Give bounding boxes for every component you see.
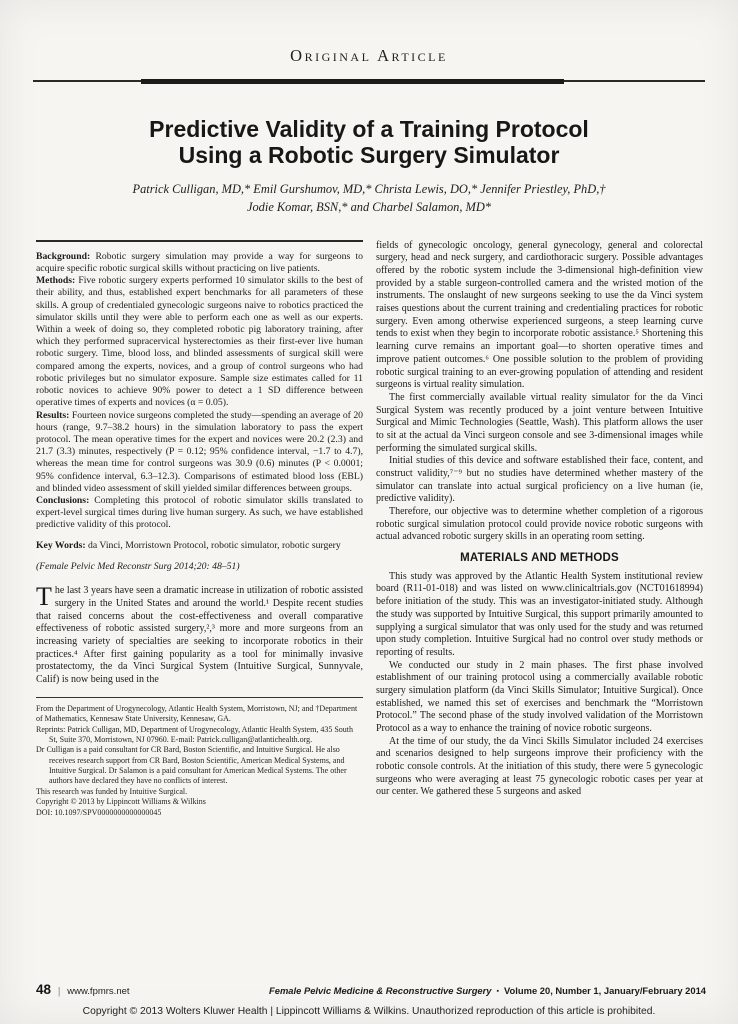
body-paragraph: Initial studies of this device and software established their face, content, and construct validity,⁷⁻⁹ but no studies have determined whether mastery of the simulator can translate into actual surgical proficiency on a live human (ie, predictive validity). xyxy=(376,455,703,505)
footer-journal-name: Female Pelvic Medicine & Reconstructive Surgery xyxy=(269,985,492,996)
author-list xyxy=(0,181,738,216)
abstract-methods-text: Five robotic surgery experts performed 10 simulator skills to the best of their ability, and thus, established expert benchmarks for all parameters of these skills. A group of credentialed gynecologic surgeons naive to robotics practiced the simulator skills until they were able to perform each one as well as our experts. Within a week of doing so, they completed robotic pig laboratory training, after which they performed supracervical hysterectomies as their first-ever live human robotic surgery. Time, blood loss, and blinded assessments of surgical skill were compared among the experts, novices, and a group of control surgeons who had robotic privileges but no simulator exposure. Sample size estimates called for 11 robotic novices to achieve 90% power to detect a 1 SD difference between operative times of experts and novices (α = 0.05). xyxy=(36,275,363,409)
author-list-line1: Patrick Culligan, MD,* Emil Gurshumov, MD,* Christa Lewis, DO,* Jennifer Priestley, PhD,† xyxy=(132,182,606,197)
drop-cap: T xyxy=(36,582,52,612)
abstract-conclusions-section xyxy=(36,495,363,532)
abstract-background-label: Background: xyxy=(36,250,91,262)
body-paragraph: We conducted our study in 2 main phases. The first phase involved establishment of our training protocol using a commercially available robotic surgery simulation platform (da Vinci Skills Simulator; Intuitive Surgical). Once established, we named this set of exercises and benchmark the “Morristown Protocol.” The second phase of the study involved validation of the Morristown Protocol as a way to enhance the training of novice robotic surgeons. xyxy=(376,659,703,734)
keywords-section xyxy=(36,540,363,552)
page-number: 48 xyxy=(36,982,52,997)
footer-bullet-icon: ▪ xyxy=(496,988,499,995)
journal-citation: (Female Pelvic Med Reconstr Surg 2014;20: 48–51) xyxy=(36,560,240,572)
abstract-conclusions-text: Completing this protocol of robotic simulator skills translated to expert-level surgical times during live human surgery. As such, we have established predictive validity of this protocol. xyxy=(36,495,364,531)
footnote-affiliations: From the Department of Urogynecology, Atlantic Health System, Morristown, NJ; and †Department of Mathematics, Kennesaw State University, Kennesaw, GA. xyxy=(36,703,358,724)
abstract-background-text: Robotic surgery simulation may provide a way for surgeons to acquire specific robotic surgical skills without practicing on live patients. xyxy=(36,250,364,274)
two-column-body xyxy=(36,240,703,972)
footer-website: www.fpmrs.net xyxy=(67,986,130,997)
abstract-results-section xyxy=(36,410,363,496)
footnote-disclosures: Dr Culligan is a paid consultant for CR Bard, Boston Scientific, and Intuitive Surgical. He also receives research support from CR Bard, Boston Scientific, American Medical Systems, and Intuitive Surgical. Dr Salamon is a paid consultant for American Medical Systems. The other authors have declared they have no conflicts of interest. xyxy=(36,745,347,786)
left-column xyxy=(36,240,363,972)
paper-title-line2: Using a Robotic Surgery Simulator xyxy=(178,142,560,169)
keywords-label: Key Words: xyxy=(36,539,86,551)
right-column xyxy=(376,240,703,972)
footnote-rule xyxy=(36,697,363,698)
footer-left xyxy=(36,982,130,997)
abstract-results-text: Fourteen novice surgeons completed the study—spending an average of 20 hours (range, 9.7–38.2 hours) in the simulation laboratory to pass the expert protocol. The mean operative times for the expert and novices were 20.2 (2.3) and 21.7 (3.3) minutes, respectively (P = 0.12; 95% confidence interval, −1.7 to 4.7), whereas the mean time for control surgeons was 30.9 (0.6) minutes (P < 0.0001; 95% confidence interval, 6.3–12.3). Comparisons of estimated blood loss (EBL) and blinded video assessment of skill yielded similar differences between groups. xyxy=(36,409,364,494)
article-type-header: Original Article xyxy=(290,46,448,65)
intro-text: he last 3 years have seen a dramatic increase in utilization of robotic assisted surgery in the United States and around the world.¹ Despite recent studies that raised concerns about the cost-effectiveness and overall comparative effectiveness of robotic assisted surgery,²,³ more and more surgeons from an increasing variety of specialties are seeking to incorporate robotics in their practices.⁴ After first gaining popularity as a tool for minimally invasive prostatectomy, the da Vinci Surgical System (Intuitive Surgical, Sunnyvale, Calif) is now being used in the xyxy=(36,585,363,686)
body-paragraph: At the time of our study, the da Vinci Skills Simulator included 24 exercises and scenarios designed to help surgeons improve their proficiency with the robotic console controls. At the initiation of this study, there were 5 gynecologic surgeons who were averaging at least 75 gynecologic robotic cases per year at our center. We gathered these 5 surgeons and asked xyxy=(376,735,703,798)
paper-title-line1: Predictive Validity of a Training Protocol xyxy=(149,116,589,142)
header-rule xyxy=(33,78,705,84)
body-paragraph: This study was approved by the Atlantic Health System institutional review board (R11-01-018) and was listed on www.clinicaltrials.gov (NCT01618994) before initiation of the study. This was an investigator-initiated study. Although the study was supported by Intuitive Surgical, this support primarily amounted to supplying a surgical simulator that was only used for the study and was returned upon study completion. Intuitive Surgical had no control over study methods or reporting of results. xyxy=(376,570,703,658)
paper-title xyxy=(0,116,738,168)
footnote-funding: This research was funded by Intuitive Surgical. xyxy=(36,786,188,796)
footnote-doi: DOI: 10.1097/SPV0000000000000045 xyxy=(36,807,162,817)
body-paragraph: Therefore, our objective was to determine whether completion of a rigorous robotic surgical simulation protocol could provide novice robotic surgeons with actual advanced robotic surgery skills in an operating room setting. xyxy=(376,506,703,543)
page-footer xyxy=(36,982,706,997)
abstract-conclusions-label: Conclusions: xyxy=(36,495,90,507)
footer-issue-info: Volume 20, Number 1, January/February 2014 xyxy=(504,985,706,996)
header-rule-thick xyxy=(141,79,564,84)
author-list-line2: Jodie Komar, BSN,* and Charbel Salamon, MD* xyxy=(246,200,492,215)
body-paragraph: The first commercially available virtual reality simulator for the da Vinci Surgical System was recently produced by a joint venture between Intuitive Surgical and Mimic Technologies (Seattle, Wash). This platform allows the user to sit at the actual da Vinci surgeon console and see 3-dimensional images while performing the simulated surgical skills. xyxy=(376,391,703,454)
body-paragraph: fields of gynecologic oncology, general gynecology, general and colorectal surgery, head and neck surgery, and cardiothoracic surgery. Possible advantages offered by the robotic system include the 3-dimensional high-definition view provided by a stable surgeon-controlled camera and the wristed motion of the instruments. The onslaught of new surgeons seeking to use the da Vinci system raises questions about the current training and credentialing practices for robotic surgery. Even among otherwise experienced surgeons, a steep learning curve tends to exist when they begin to incorporate robotic assistance.⁵ Shortening this learning curve remains an important goal—to shorten operative times and improve patient outcomes.⁶ One possible solution to the problem of providing robotic surgical training to an ever-growing population of attending and resident surgeons is virtual reality simulation. xyxy=(376,239,703,391)
materials-methods-heading: MATERIALS AND METHODS xyxy=(460,552,619,565)
keywords-text: da Vinci, Morristown Protocol, robotic simulator, robotic surgery xyxy=(88,539,341,551)
abstract-results-label: Results: xyxy=(36,409,70,421)
footer-divider: | xyxy=(58,985,61,997)
copyright-notice: Copyright © 2013 Wolters Kluwer Health | Lippincott Williams & Wilkins. Unauthorized reproduction of this article is prohibited. xyxy=(82,1006,656,1017)
intro-paragraph xyxy=(36,582,363,687)
footnotes-block xyxy=(36,704,363,818)
footnote-reprints: Reprints: Patrick Culligan, MD, Department of Urogynecology, Atlantic Health System, 435 South St, Suite 370, Morristown, NJ 07960. E-mail: Patrick.culligan@atlantichealth.org. xyxy=(36,724,353,744)
footnote-copyright: Copyright © 2013 by Lippincott Williams & Wilkins xyxy=(36,797,206,807)
abstract-methods-label: Methods: xyxy=(36,275,76,287)
abstract-background-section xyxy=(36,251,363,275)
footer-right xyxy=(269,985,706,996)
abstract-methods-section xyxy=(36,275,363,409)
abstract-top-rule xyxy=(36,240,363,242)
